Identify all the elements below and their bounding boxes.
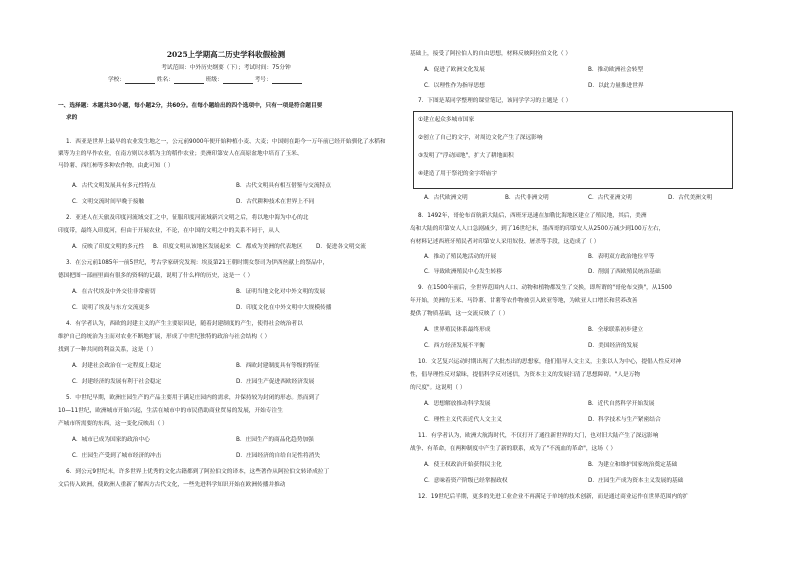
q10-line: 的尺度"。这说明（ ） bbox=[410, 385, 466, 391]
q10-line: 10．文艺复兴运动时期出现了大批杰出的思想家，他们倡导人文主义，主张以人为中心，提倡人性反对神 bbox=[418, 359, 682, 365]
q6-option: B．推动欧洲社会转型 bbox=[588, 67, 644, 73]
q1-line: 马铃薯、西红柿等多种农作物。由此可知（ ） bbox=[58, 163, 174, 169]
q3-option: D．印度文化在中外文明中大规模传播 bbox=[236, 305, 332, 311]
q10-option: A．思想解放推动科学发展 bbox=[424, 401, 491, 407]
left-column bbox=[58, 0, 394, 562]
q7-option: C．古代亚洲文明 bbox=[588, 195, 632, 201]
note-item: ②创立了自己的文字，对周边文化产生了深远影响 bbox=[418, 135, 543, 141]
q9-option: D．美国经济的发展 bbox=[588, 343, 638, 349]
q3-option: B．证明当地文化对中外文明的发展 bbox=[236, 289, 326, 295]
q11-option: A．使王权政治开始获得民主化 bbox=[424, 462, 502, 468]
q11-line: 战争、有革命，在两种制度中产生了新的联系，成为了"不流血的革命"，这场（ ） bbox=[410, 446, 617, 452]
q1-option: C．文明交流时间早晚于接触 bbox=[72, 199, 145, 205]
q2-option: A．反映了印度文明的多元性 bbox=[72, 244, 145, 250]
exam-subtitle: 考试范围：中外历史纲要（下）；考试时间：75分钟 bbox=[161, 65, 291, 71]
q4-option: A．封建社会政治在一定程度上稳定 bbox=[72, 363, 162, 369]
q1-option: D．古代耕种技术在世界上不同 bbox=[236, 199, 315, 205]
q8-option: C．导致欧洲殖民中心发生转移 bbox=[424, 269, 502, 275]
q1-line: 粟等为主的早作农业，在南方则以水稻为主的稻作农业；美洲印第安人在高原盆地中培育了玉米、 bbox=[58, 151, 303, 157]
q4-option: C．封建经济的发展有利于社会稳定 bbox=[72, 379, 162, 385]
q2-option: D．促进各文明交流 bbox=[316, 244, 366, 250]
q12-line: 12．19世纪后半期，更多的先进工业企业不再满足于单纯的技术创新，而是通过商业运作在世界范围内的扩 bbox=[418, 494, 689, 500]
q9-option: A．世界殖民体系最终形成 bbox=[424, 327, 491, 333]
q6-option: C．以理性作为指导思想 bbox=[424, 83, 485, 89]
q2-line: 2．亚述人在天旅及印度河流域交汇之中，征服印度河流域新兴文明之后，将以地中海为中心的北 bbox=[66, 215, 309, 221]
q9-option: B．全球联系初步建立 bbox=[588, 327, 644, 333]
q10-option: C．理性主义代表近代人文主义 bbox=[424, 417, 502, 423]
student-info: 学校： 姓名： 班级： 考号： bbox=[108, 76, 302, 84]
q8-option: D．削弱了西欧殖民统治基础 bbox=[588, 269, 661, 275]
q11-line: 11．有学者认为，欧洲大航海时代，不仅打开了通往新世界的大门，也对旧大陆产生了深远影响 bbox=[418, 433, 659, 439]
section-heading-2: 求的 bbox=[66, 115, 78, 121]
q2-line: 印度带，最终入印度河，但由于开展农业，不论，在中国的文明之中的关系不同于，从人 bbox=[58, 228, 280, 234]
q10-option: D．科学技术与生产紧密结合 bbox=[588, 417, 661, 423]
q3-line: 德国把图一部画里面有很多的资料的记载，说明了什么样的历史，这是一（ ） bbox=[58, 273, 254, 279]
q8-line: 8．1492年，哥伦布首航新大陆后，西班牙迅速在加勒比海地区建立了殖民地，其后，美洲 bbox=[418, 213, 647, 219]
q8-option: B．表明双方政治地位平等 bbox=[588, 254, 655, 260]
q5-option: C．庄园生产受到了城市经济的冲击 bbox=[72, 453, 162, 459]
q5-option: A．城市已成为国家的政治中心 bbox=[72, 437, 150, 443]
q6-option: A．促进了欧洲文化发展 bbox=[424, 67, 485, 73]
q7-line: 7．下图是某同学整理的课堂笔记，该同学学习的主题是（ ） bbox=[418, 98, 572, 104]
q7-option: D．古代美洲文明 bbox=[668, 195, 713, 201]
q7-option: A．古代欧洲文明 bbox=[424, 195, 468, 201]
note-item: ④建造了用于祭祀的金字塔庙宇 bbox=[418, 171, 498, 177]
q3-option: A．在古代埃及中外交往非常密切 bbox=[72, 289, 156, 295]
q3-option: C．说明了埃及与东方交流更多 bbox=[72, 305, 150, 311]
q10-line: 性，倡导理性反对蒙昧，提倡科学反对迷信，为资本主义的发展扫清了思想障碍。"人是万物 bbox=[410, 372, 641, 378]
q11-option: B．为建立和维护国家统治奠定基础 bbox=[588, 462, 678, 468]
q10-option: B．近代自然科学开始发展 bbox=[588, 401, 655, 407]
q1-option: A．古代文明发展具有多元性特点 bbox=[72, 183, 156, 189]
q11-option: D．庄园生产成为资本主义发展的基础 bbox=[588, 478, 684, 484]
q2-option: B．印度文明从该地区发展起来 bbox=[153, 244, 231, 250]
q4-option: D．庄园生产促进西欧经济发展 bbox=[236, 379, 315, 385]
q6-option: D．以此力量推进世界 bbox=[588, 83, 644, 89]
q11-option: C．意味着资产阶级已经掌握政权 bbox=[424, 478, 508, 484]
q2-option: C．都成为美洲的代表地区 bbox=[236, 244, 303, 250]
right-column bbox=[410, 0, 746, 562]
q5-line: 产城市所需要的东西，这一变化反映出（ ） bbox=[58, 421, 168, 427]
notes-box bbox=[413, 111, 733, 189]
q8-line: 有材料记述西班牙殖民者对印第安人采用奴役、屠杀等手段，这造成了（ ） bbox=[410, 239, 600, 245]
exam-title: 2025上学期高二历史学科收假检测 bbox=[166, 50, 286, 59]
q7-option: B．古代非洲文明 bbox=[505, 195, 549, 201]
q9-line: 提供了物质基础，这一交流反映了（ ） bbox=[410, 311, 509, 317]
q5-line: 5．中世纪早期，欧洲庄园生产的产品主要用于满足庄园内的需求，并保持较为封闭的形态。然而到了 bbox=[66, 395, 320, 401]
q4-line: 维护自己的统治为主而对农业不断地扩展，形成了中世纪独特的政治与社会结构（ ） bbox=[58, 334, 271, 340]
q5-option: B．庄园生产的商品化趋势加强 bbox=[236, 437, 314, 443]
q5-option: D．庄园经济的自给自足性将消失 bbox=[236, 453, 321, 459]
q1-option: B．古代文明具有相互借鉴与交流特点 bbox=[236, 183, 331, 189]
q4-option: B．西欧封建制度具有等级的特征 bbox=[236, 363, 320, 369]
note-item: ③发明了"浮动园地"，扩大了耕地面积 bbox=[418, 153, 514, 159]
q6-line: 6．到公元9世纪末，许多世界上优秀的文化古籍都到了阿拉伯文的译本，这些著作从阿拉伯文转译成拉丁 bbox=[66, 469, 330, 475]
q4-line: 4．有学者认为，西欧的封建主义的产生主要原因是，随着封建制度的产生，使得社会统治者以 bbox=[66, 321, 303, 327]
q8-option: A．推动了殖民地活动的开展 bbox=[424, 254, 497, 260]
q6-line: 文后传入欧洲，使欧洲人重新了解西方古代文化，一些先进科学知识开始在欧洲传播并推动 bbox=[58, 482, 286, 488]
note-item: ①建立起众多城市国家 bbox=[418, 117, 475, 123]
q4-line: 找到了一种共同的利益关系，这是（ ） bbox=[58, 347, 157, 353]
q9-option: C．西方经济发展不平衡 bbox=[424, 343, 485, 349]
section-heading: 一、选择题：本题共30小题，每小题2分，共60分。在每小题给出的四个选项中，只有一项是符合题目要 bbox=[58, 103, 323, 109]
q6-cont-line: 基础上，接受了阿拉伯人的自由思想，材料反映阿拉伯文化（ ） bbox=[410, 51, 572, 57]
q5-line: 10—11世纪，欧洲城市开始兴起，生活在城市中的市民借助商业贸易的发展，开始专注生 bbox=[58, 408, 283, 414]
q8-line: 岛和大陆的印第安人人口急剧减少，到了16世纪末，墨西哥的印第安人从2500万减少到100万左右， bbox=[410, 226, 665, 232]
q9-line: 年开始，美洲的玉米、马铃薯、甘薯等农作物被引入欧亚等地，为欧亚人口增长和营养改善 bbox=[410, 298, 638, 304]
q1-line: 1．西亚是世界上最早的农业发生地之一，公元前9000年便开始种植小麦、大麦；中国则在距今一万年前已经开始驯化了水稻和 bbox=[66, 139, 386, 145]
q3-line: 3．在公元前1085年一前5世纪，考古学家研究发现：埃及第21王朝时期女祭司为伊西丝献上的祭品中， bbox=[66, 260, 329, 266]
q9-line: 9．在1500年前后，全世界范围内人口、动物和植物都发生了交换，即所谓的"哥伦布交换"，从1500 bbox=[418, 285, 672, 291]
